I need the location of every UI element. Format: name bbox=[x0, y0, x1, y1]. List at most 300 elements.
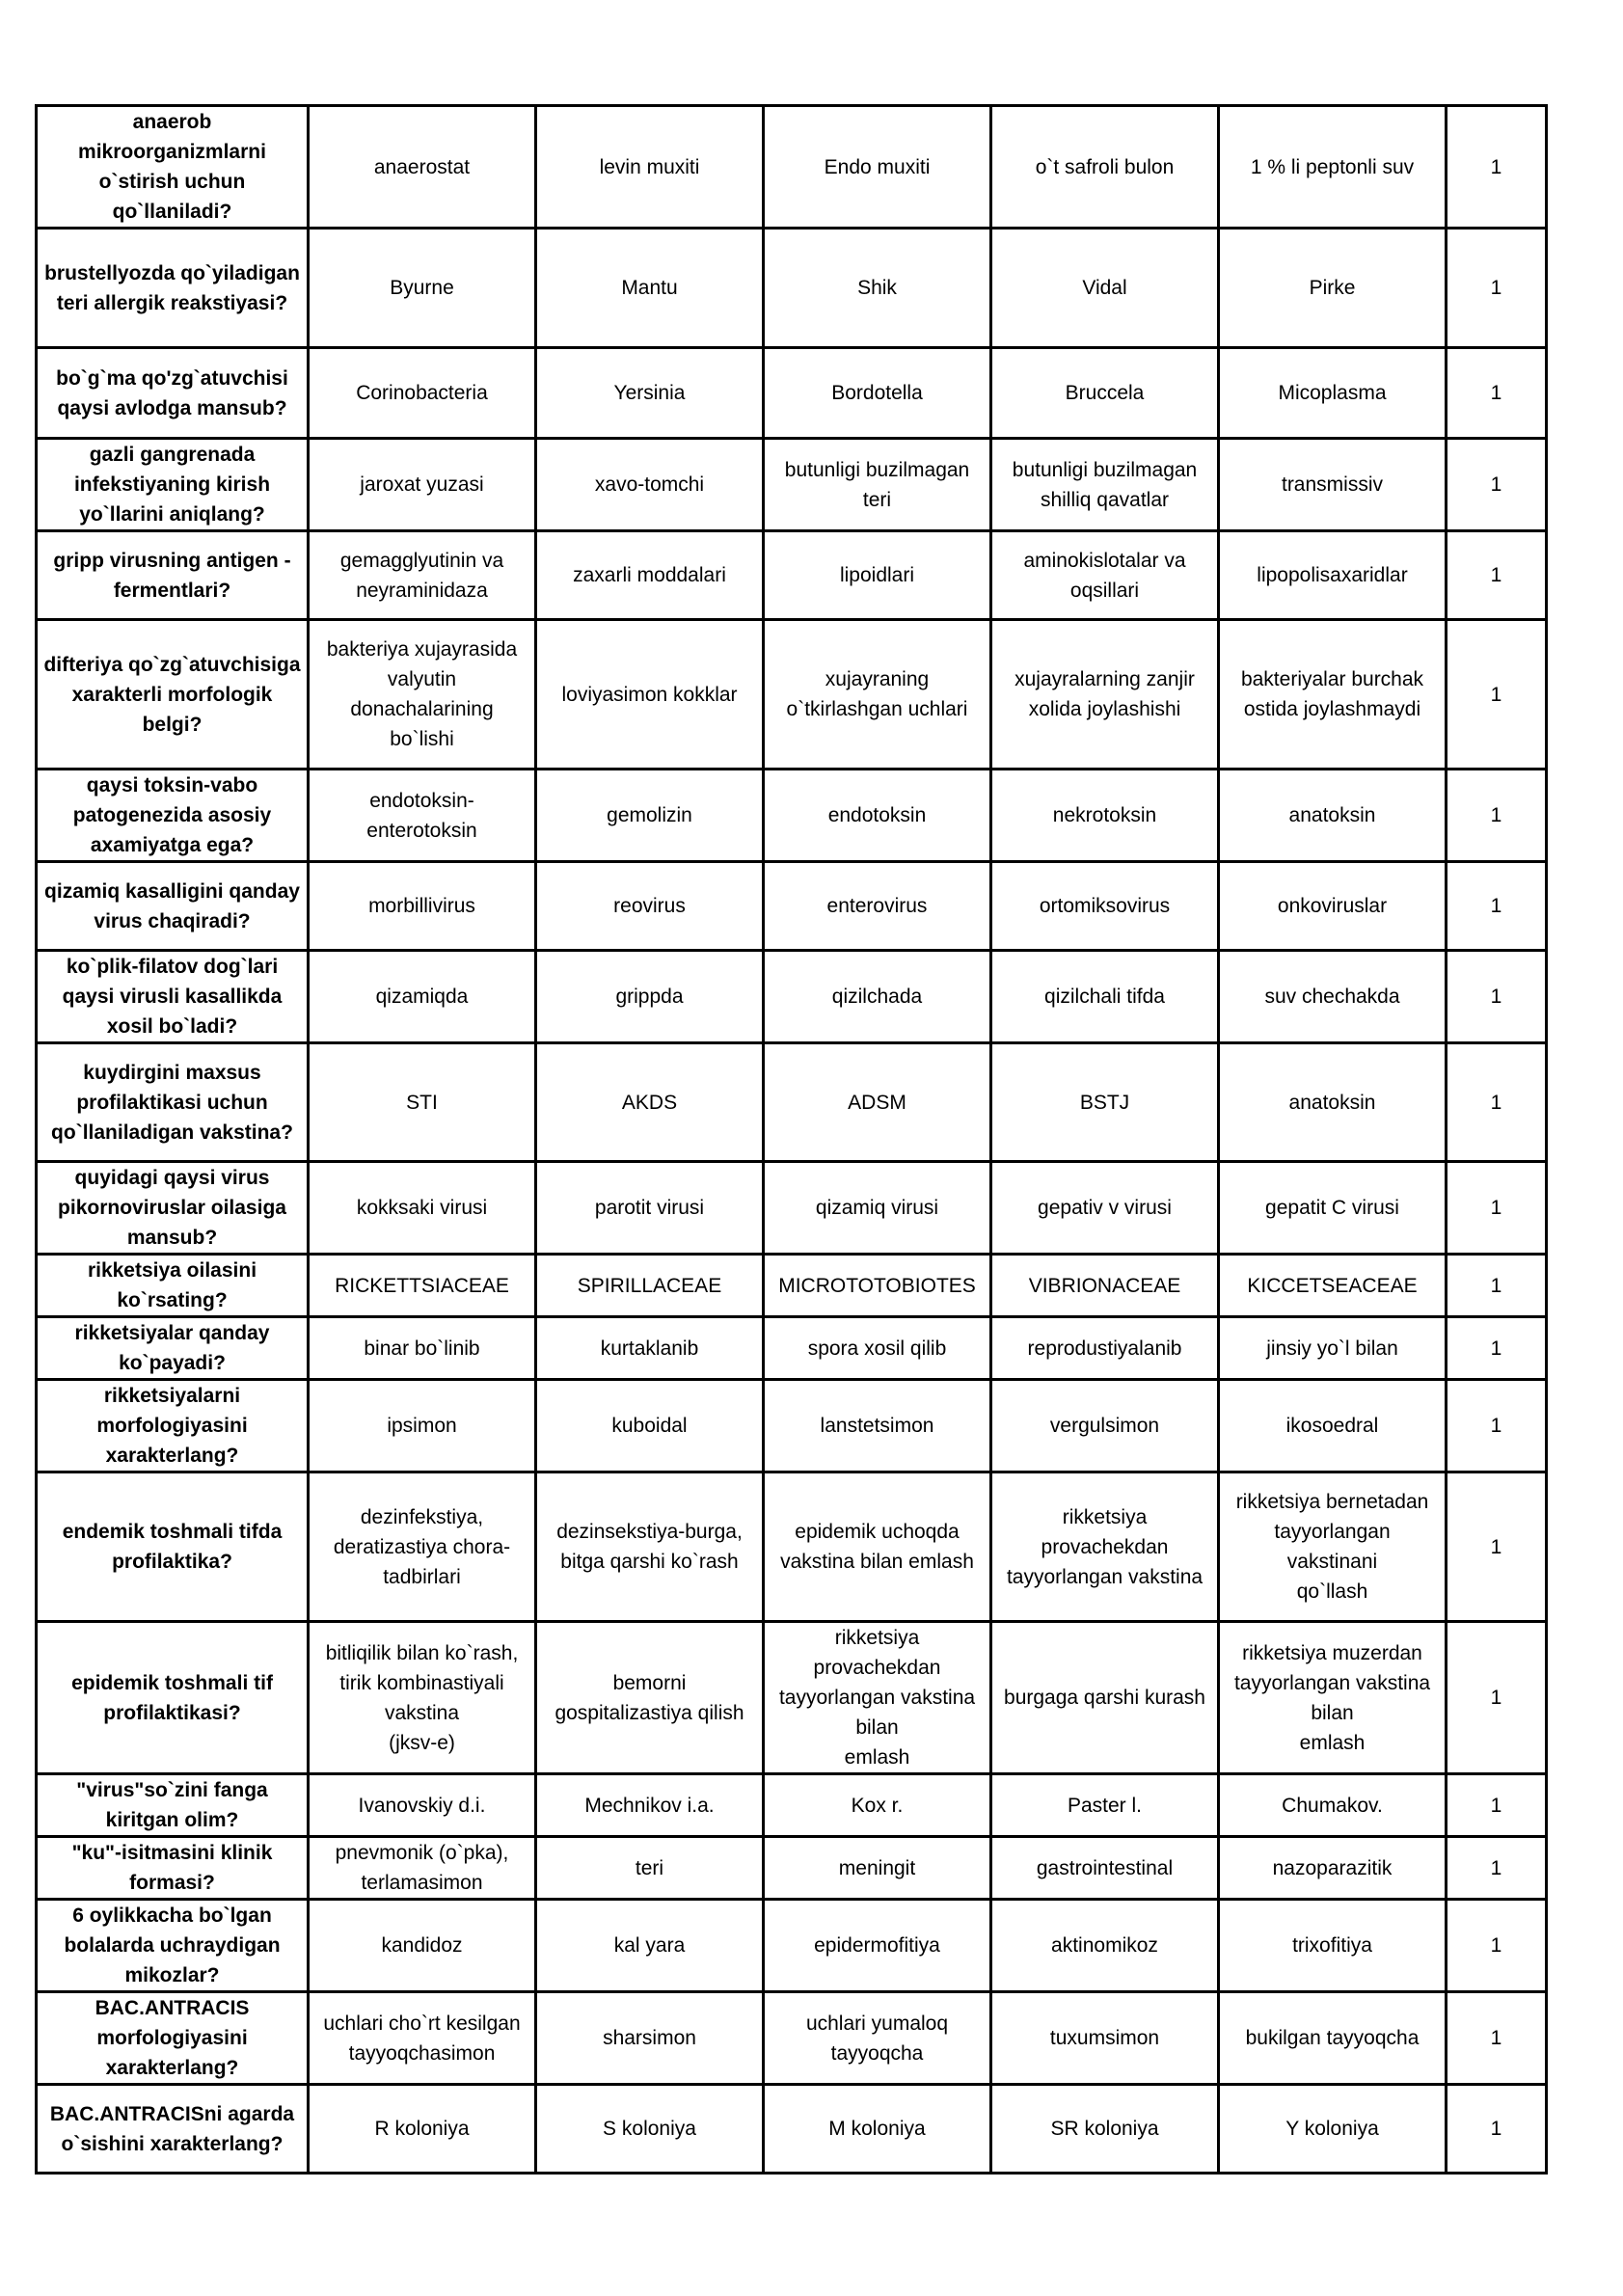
option-text: dezinfekstiya, deratizastiya chora- tadbirlari bbox=[333, 1505, 511, 1588]
option-text: transmissiv bbox=[1281, 473, 1383, 496]
option-cell bbox=[1219, 1255, 1447, 1317]
option-text: gepativ v virusi bbox=[1038, 1197, 1172, 1219]
score-text: 1 bbox=[1490, 473, 1502, 496]
option-cell bbox=[764, 1162, 991, 1255]
question-cell bbox=[37, 1774, 309, 1837]
option-text: levin muxiti bbox=[599, 155, 700, 178]
option-text: jaroxat yuzasi bbox=[360, 473, 484, 496]
option-text: kal yara bbox=[613, 1934, 686, 1957]
table-row bbox=[37, 1380, 1547, 1472]
question-text: qizamiq kasalligini qanday virus chaqiradi? bbox=[44, 879, 300, 932]
option-cell bbox=[764, 1472, 991, 1622]
score-text: 1 bbox=[1490, 1856, 1502, 1879]
option-cell bbox=[1219, 1317, 1447, 1380]
option-cell bbox=[536, 862, 764, 951]
option-text: gepatit C virusi bbox=[1265, 1197, 1399, 1219]
score-cell bbox=[1447, 1317, 1547, 1380]
question-text: bo`g`ma qo'zg`atuvchisi qaysi avlodga mansub? bbox=[56, 366, 288, 419]
option-text: ADSM bbox=[848, 1091, 906, 1114]
option-text: Chumakov. bbox=[1282, 1794, 1383, 1817]
score-cell bbox=[1447, 1162, 1547, 1255]
option-text: grippda bbox=[615, 986, 684, 1008]
question-text: BAC.ANTRACISni agarda o`sishini xarakterlang? bbox=[49, 2102, 295, 2155]
score-text: 1 bbox=[1490, 382, 1502, 404]
option-cell bbox=[764, 1774, 991, 1837]
option-text: R koloniya bbox=[374, 2118, 470, 2140]
score-cell bbox=[1447, 1900, 1547, 1992]
option-cell bbox=[991, 951, 1219, 1043]
option-text: BSTJ bbox=[1079, 1091, 1130, 1114]
option-text: S koloniya bbox=[603, 2118, 696, 2140]
question-text: gazli gangrenada infekstiyaning kirish yo`llarini aniqlang? bbox=[73, 444, 271, 526]
table-row bbox=[37, 531, 1547, 620]
question-text: quyidagi qaysi virus pikornoviruslar oilasiga mansub? bbox=[58, 1167, 286, 1249]
option-cell bbox=[991, 1043, 1219, 1162]
option-text: xujayralarning zanjir xolida joylashishi bbox=[1014, 668, 1195, 720]
score-text: 1 bbox=[1490, 1934, 1502, 1957]
option-cell bbox=[536, 1900, 764, 1992]
option-text: M koloniya bbox=[828, 2118, 926, 2140]
option-cell bbox=[536, 1774, 764, 1837]
option-cell bbox=[536, 1837, 764, 1900]
option-text: zaxarli moddalari bbox=[573, 564, 726, 586]
option-cell bbox=[764, 1043, 991, 1162]
table-row bbox=[37, 106, 1547, 229]
option-cell bbox=[991, 106, 1219, 229]
option-cell bbox=[764, 770, 991, 862]
question-text: endemik toshmali tifda profilaktika? bbox=[62, 1521, 283, 1573]
option-cell bbox=[309, 1900, 536, 1992]
question-text: difteriya qo`zg`atuvchisiga xarakterli morfologik belgi? bbox=[43, 653, 301, 736]
option-cell bbox=[764, 1992, 991, 2085]
table-row bbox=[37, 229, 1547, 348]
score-cell bbox=[1447, 1043, 1547, 1162]
option-cell bbox=[991, 1900, 1219, 1992]
option-cell bbox=[1219, 1837, 1447, 1900]
option-cell bbox=[991, 1992, 1219, 2085]
option-cell bbox=[536, 1043, 764, 1162]
question-cell bbox=[37, 1837, 309, 1900]
option-text: Pirke bbox=[1309, 277, 1356, 299]
question-text: 6 oylikkacha bo`lgan bolalarda uchraydigan mikozlar? bbox=[64, 1904, 281, 1986]
option-cell bbox=[1219, 862, 1447, 951]
option-cell bbox=[1219, 2085, 1447, 2174]
option-cell bbox=[309, 1043, 536, 1162]
option-text: dezinsekstiya-burga, bitga qarshi ko`rash bbox=[556, 1521, 743, 1573]
option-text: Y koloniya bbox=[1285, 2118, 1379, 2140]
option-text: Ivanovskiy d.i. bbox=[358, 1794, 486, 1817]
option-cell bbox=[991, 531, 1219, 620]
option-cell bbox=[536, 106, 764, 229]
option-cell bbox=[991, 1472, 1219, 1622]
option-text: rikketsiya provachekdan tayyorlangan vakstina bilan emlash bbox=[778, 1627, 976, 1769]
option-cell bbox=[991, 2085, 1219, 2174]
option-text: Vidal bbox=[1082, 277, 1127, 299]
question-text: "virus"so`zini fanga kiritgan olim? bbox=[76, 1779, 268, 1831]
option-text: STI bbox=[406, 1091, 438, 1114]
table-row bbox=[37, 1900, 1547, 1992]
option-cell bbox=[309, 1622, 536, 1774]
question-cell bbox=[37, 620, 309, 770]
score-text: 1 bbox=[1490, 1535, 1502, 1558]
option-text: SR koloniya bbox=[1050, 2118, 1159, 2140]
option-text: Bordotella bbox=[831, 382, 923, 404]
score-cell bbox=[1447, 1774, 1547, 1837]
option-cell bbox=[536, 1162, 764, 1255]
question-text: gripp virusning antigen - fermentlari? bbox=[53, 549, 291, 602]
option-text: kokksaki virusi bbox=[356, 1197, 488, 1219]
question-table-body bbox=[37, 106, 1547, 2174]
score-cell bbox=[1447, 439, 1547, 531]
option-cell bbox=[536, 1380, 764, 1472]
option-text: vergulsimon bbox=[1049, 1415, 1160, 1437]
option-text: loviyasimon kokklar bbox=[561, 683, 738, 706]
question-text: kuydirgini maxsus profilaktikasi uchun qo`llaniladigan vakstina? bbox=[51, 1061, 293, 1144]
option-text: bakteriya xujayrasida valyutin donachalarining bo`lishi bbox=[326, 638, 518, 750]
option-text: meningit bbox=[838, 1856, 916, 1879]
table-row bbox=[37, 862, 1547, 951]
option-text: lanstetsimon bbox=[820, 1415, 934, 1437]
option-cell bbox=[309, 862, 536, 951]
option-text: butunligi buzilmagan teri bbox=[784, 458, 970, 511]
option-text: nazoparazitik bbox=[1272, 1856, 1393, 1879]
option-cell bbox=[764, 106, 991, 229]
score-cell bbox=[1447, 770, 1547, 862]
option-text: MICROTOTOBIOTES bbox=[778, 1274, 976, 1297]
option-text: Mantu bbox=[621, 277, 678, 299]
table-row bbox=[37, 1992, 1547, 2085]
score-text: 1 bbox=[1490, 1274, 1502, 1297]
option-cell bbox=[309, 620, 536, 770]
question-table bbox=[35, 104, 1548, 2174]
question-cell bbox=[37, 1043, 309, 1162]
option-text: bemorni gospitalizastiya qilish bbox=[555, 1671, 744, 1724]
option-text: gastrointestinal bbox=[1036, 1856, 1174, 1879]
option-cell bbox=[1219, 1380, 1447, 1472]
question-cell bbox=[37, 951, 309, 1043]
option-cell bbox=[991, 439, 1219, 531]
option-text: kurtaklanib bbox=[600, 1337, 699, 1360]
score-text: 1 bbox=[1490, 2118, 1502, 2140]
option-text: Endo muxiti bbox=[824, 155, 931, 178]
option-cell bbox=[1219, 1472, 1447, 1622]
score-text: 1 bbox=[1490, 155, 1502, 178]
option-text: epidermofitiya bbox=[814, 1934, 940, 1957]
score-text: 1 bbox=[1490, 1415, 1502, 1437]
option-cell bbox=[764, 1380, 991, 1472]
option-cell bbox=[309, 1837, 536, 1900]
option-text: gemolizin bbox=[607, 804, 692, 826]
score-cell bbox=[1447, 1255, 1547, 1317]
option-cell bbox=[309, 229, 536, 348]
question-cell bbox=[37, 439, 309, 531]
option-text: anatoksin bbox=[1288, 804, 1376, 826]
score-cell bbox=[1447, 951, 1547, 1043]
option-text: Yersinia bbox=[613, 382, 686, 404]
score-text: 1 bbox=[1490, 986, 1502, 1008]
option-text: butunligi buzilmagan shilliq qavatlar bbox=[1012, 458, 1198, 511]
option-cell bbox=[1219, 1043, 1447, 1162]
question-cell bbox=[37, 1622, 309, 1774]
option-text: gemagglyutinin va neyraminidaza bbox=[339, 549, 504, 602]
table-row bbox=[37, 1162, 1547, 1255]
option-text: ipsimon bbox=[387, 1415, 457, 1437]
option-cell bbox=[309, 106, 536, 229]
option-cell bbox=[764, 2085, 991, 2174]
score-cell bbox=[1447, 862, 1547, 951]
option-text: sharsimon bbox=[603, 2027, 696, 2049]
score-cell bbox=[1447, 1837, 1547, 1900]
score-text: 1 bbox=[1490, 895, 1502, 917]
option-text: xavo-tomchi bbox=[594, 473, 705, 496]
question-cell bbox=[37, 229, 309, 348]
option-cell bbox=[764, 951, 991, 1043]
option-text: VIBRIONACEAE bbox=[1028, 1274, 1181, 1297]
question-cell bbox=[37, 1992, 309, 2085]
option-cell bbox=[1219, 951, 1447, 1043]
option-text: rikketsiya muzerdan tayyorlangan vakstina bilan emlash bbox=[1233, 1641, 1431, 1754]
option-text: xujayraning o`tkirlashgan uchlari bbox=[786, 668, 968, 720]
option-text: reprodustiyalanib bbox=[1027, 1337, 1182, 1360]
score-cell bbox=[1447, 1380, 1547, 1472]
option-text: aktinomikoz bbox=[1051, 1934, 1158, 1957]
option-text: endotoksin- enterotoksin bbox=[366, 789, 477, 842]
score-text: 1 bbox=[1490, 1687, 1502, 1709]
option-cell bbox=[991, 1622, 1219, 1774]
question-cell bbox=[37, 2085, 309, 2174]
option-cell bbox=[536, 1992, 764, 2085]
score-text: 1 bbox=[1490, 683, 1502, 706]
option-cell bbox=[991, 1837, 1219, 1900]
question-cell bbox=[37, 531, 309, 620]
question-text: "ku"-isitmasini klinik formasi? bbox=[71, 1842, 273, 1894]
option-cell bbox=[764, 1837, 991, 1900]
option-text: uchlari yumaloq tayyoqcha bbox=[805, 2012, 949, 2065]
score-text: 1 bbox=[1490, 1337, 1502, 1360]
option-cell bbox=[991, 229, 1219, 348]
option-cell bbox=[536, 229, 764, 348]
option-cell bbox=[991, 1162, 1219, 1255]
option-text: epidemik uchoqda vakstina bilan emlash bbox=[780, 1521, 974, 1573]
table-row bbox=[37, 2085, 1547, 2174]
question-text: rikketsiya oilasini ko`rsating? bbox=[87, 1259, 257, 1311]
question-text: rikketsiyalarni morfologiyasini xarakterlang? bbox=[96, 1385, 248, 1467]
option-text: enterovirus bbox=[826, 895, 928, 917]
question-cell bbox=[37, 106, 309, 229]
question-text: anaerob mikroorganizmlarni o`stirish uchun qo`llaniladi? bbox=[78, 111, 266, 223]
option-cell bbox=[764, 1255, 991, 1317]
option-cell bbox=[1219, 1774, 1447, 1837]
option-text: ikosoedral bbox=[1285, 1415, 1379, 1437]
option-text: Paster l. bbox=[1067, 1794, 1143, 1817]
option-text: burgaga qarshi kurash bbox=[1004, 1687, 1205, 1709]
score-cell bbox=[1447, 531, 1547, 620]
option-cell bbox=[536, 1472, 764, 1622]
option-text: spora xosil qilib bbox=[807, 1337, 947, 1360]
option-text: lipoidlari bbox=[839, 564, 915, 586]
option-text: lipopolisaxaridlar bbox=[1257, 564, 1408, 586]
option-text: jinsiy yo`l bilan bbox=[1266, 1337, 1398, 1360]
question-cell bbox=[37, 348, 309, 439]
option-cell bbox=[536, 1317, 764, 1380]
score-text: 1 bbox=[1490, 277, 1502, 299]
option-text: uchlari cho`rt kesilgan tayyoqchasimon bbox=[323, 2012, 521, 2065]
option-text: Micoplasma bbox=[1278, 382, 1387, 404]
score-text: 1 bbox=[1490, 804, 1502, 826]
table-row bbox=[37, 1317, 1547, 1380]
option-text: suv chechakda bbox=[1264, 986, 1400, 1008]
option-cell bbox=[309, 1162, 536, 1255]
option-text: bukilgan tayyoqcha bbox=[1245, 2027, 1420, 2049]
table-row bbox=[37, 1043, 1547, 1162]
option-text: morbillivirus bbox=[368, 895, 475, 917]
score-cell bbox=[1447, 1992, 1547, 2085]
option-cell bbox=[536, 531, 764, 620]
option-cell bbox=[991, 862, 1219, 951]
option-text: bitliqilik bilan ko`rash, tirik kombinastiyali vakstina (jksv-e) bbox=[325, 1641, 519, 1754]
question-cell bbox=[37, 1317, 309, 1380]
question-cell bbox=[37, 862, 309, 951]
option-cell bbox=[1219, 1900, 1447, 1992]
option-cell bbox=[1219, 229, 1447, 348]
option-cell bbox=[309, 1317, 536, 1380]
option-cell bbox=[309, 1255, 536, 1317]
option-text: binar bo`linib bbox=[364, 1337, 480, 1360]
score-text: 1 bbox=[1490, 564, 1502, 586]
question-cell bbox=[37, 1472, 309, 1622]
option-cell bbox=[764, 620, 991, 770]
question-cell bbox=[37, 1162, 309, 1255]
option-cell bbox=[991, 1255, 1219, 1317]
option-cell bbox=[1219, 106, 1447, 229]
option-cell bbox=[536, 620, 764, 770]
table-row bbox=[37, 770, 1547, 862]
score-text: 1 bbox=[1490, 2027, 1502, 2049]
option-cell bbox=[764, 1900, 991, 1992]
question-cell bbox=[37, 1900, 309, 1992]
option-cell bbox=[764, 229, 991, 348]
table-row bbox=[37, 620, 1547, 770]
option-cell bbox=[764, 1622, 991, 1774]
option-text: rikketsiya provachekdan tayyorlangan vakstina bbox=[1006, 1505, 1204, 1588]
option-cell bbox=[764, 531, 991, 620]
option-cell bbox=[309, 770, 536, 862]
option-text: Corinobacteria bbox=[356, 382, 488, 404]
option-cell bbox=[991, 1317, 1219, 1380]
option-text: aminokislotalar va oqsillari bbox=[1023, 549, 1186, 602]
option-cell bbox=[309, 1774, 536, 1837]
option-cell bbox=[991, 620, 1219, 770]
table-row bbox=[37, 1255, 1547, 1317]
option-text: Shik bbox=[857, 277, 897, 299]
question-text: rikketsiyalar qanday ko`payadi? bbox=[74, 1322, 270, 1374]
option-cell bbox=[764, 1317, 991, 1380]
score-cell bbox=[1447, 106, 1547, 229]
option-text: qizamiq virusi bbox=[815, 1197, 939, 1219]
option-cell bbox=[1219, 1162, 1447, 1255]
option-text: pnevmonik (o`pka), terlamasimon bbox=[335, 1842, 509, 1894]
question-cell bbox=[37, 1380, 309, 1472]
option-text: kandidoz bbox=[381, 1934, 463, 1957]
option-cell bbox=[1219, 770, 1447, 862]
option-text: qizilchada bbox=[831, 986, 923, 1008]
option-cell bbox=[536, 348, 764, 439]
table-row bbox=[37, 1472, 1547, 1622]
table-row bbox=[37, 1622, 1547, 1774]
option-cell bbox=[536, 2085, 764, 2174]
option-cell bbox=[991, 1774, 1219, 1837]
score-cell bbox=[1447, 1472, 1547, 1622]
option-text: Mechnikov i.a. bbox=[584, 1794, 715, 1817]
table-row bbox=[37, 951, 1547, 1043]
table-row bbox=[37, 1774, 1547, 1837]
option-cell bbox=[1219, 531, 1447, 620]
option-text: o`t safroli bulon bbox=[1035, 155, 1175, 178]
score-cell bbox=[1447, 348, 1547, 439]
option-cell bbox=[991, 770, 1219, 862]
question-text: ko`plik-filatov dog`lari qaysi virusli kasallikda xosil bo`ladi? bbox=[62, 956, 283, 1038]
option-text: RICKETTSIACEAE bbox=[335, 1274, 509, 1297]
option-text: anaerostat bbox=[373, 155, 471, 178]
option-cell bbox=[309, 531, 536, 620]
option-cell bbox=[764, 439, 991, 531]
option-cell bbox=[309, 1992, 536, 2085]
option-cell bbox=[1219, 439, 1447, 531]
score-cell bbox=[1447, 2085, 1547, 2174]
option-cell bbox=[309, 348, 536, 439]
option-text: ortomiksovirus bbox=[1039, 895, 1171, 917]
question-text: epidemik toshmali tif profilaktikasi? bbox=[71, 1671, 273, 1724]
option-text: onkoviruslar bbox=[1277, 895, 1388, 917]
option-text: Byurne bbox=[390, 277, 454, 299]
option-cell bbox=[764, 348, 991, 439]
score-text: 1 bbox=[1490, 1794, 1502, 1817]
option-cell bbox=[309, 439, 536, 531]
score-text: 1 bbox=[1490, 1091, 1502, 1114]
option-text: teri bbox=[635, 1856, 664, 1879]
option-text: SPIRILLACEAE bbox=[577, 1274, 722, 1297]
option-text: Kox r. bbox=[851, 1794, 904, 1817]
option-cell bbox=[536, 439, 764, 531]
option-text: parotit virusi bbox=[594, 1197, 705, 1219]
option-cell bbox=[309, 1472, 536, 1622]
option-cell bbox=[536, 1622, 764, 1774]
option-cell bbox=[309, 2085, 536, 2174]
option-text: trixofitiya bbox=[1292, 1934, 1372, 1957]
score-cell bbox=[1447, 1622, 1547, 1774]
option-cell bbox=[536, 951, 764, 1043]
option-cell bbox=[1219, 620, 1447, 770]
option-cell bbox=[536, 1255, 764, 1317]
option-text: tuxumsimon bbox=[1049, 2027, 1160, 2049]
option-text: reovirus bbox=[613, 895, 686, 917]
option-text: KICCETSEACEAE bbox=[1247, 1274, 1418, 1297]
option-cell bbox=[1219, 348, 1447, 439]
question-cell bbox=[37, 1255, 309, 1317]
table-row bbox=[37, 439, 1547, 531]
question-cell bbox=[37, 770, 309, 862]
table-row bbox=[37, 1837, 1547, 1900]
option-cell bbox=[991, 1380, 1219, 1472]
question-text: qaysi toksin-vabo patogenezida asosiy axamiyatga ega? bbox=[72, 774, 272, 856]
option-cell bbox=[1219, 1992, 1447, 2085]
option-text: qizilchali tifda bbox=[1044, 986, 1165, 1008]
option-text: anatoksin bbox=[1288, 1091, 1376, 1114]
score-cell bbox=[1447, 620, 1547, 770]
score-text: 1 bbox=[1490, 1197, 1502, 1219]
option-cell bbox=[309, 1380, 536, 1472]
option-cell bbox=[764, 862, 991, 951]
